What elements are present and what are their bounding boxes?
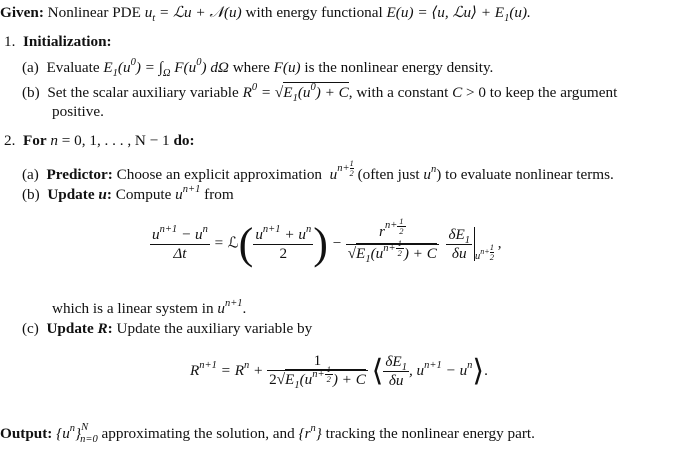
step1b-constant: C <box>452 84 463 101</box>
step2a-un: $u^n$ <box>423 164 437 183</box>
step2a-title: Predictor: <box>46 166 113 183</box>
step2a-tail2: ) to evaluate nonlinear terms. <box>436 166 614 183</box>
step1b-line: (b) Set the scalar auxiliary variable $R^0 = √E_1(u^0) + C$, with a constant C > 0 to keep the argument <box>22 82 618 104</box>
pde-equation: $u_t$ = ℒu + 𝒩(u) <box>144 3 242 24</box>
step2-range: = 0, 1, . . . , N − 1 <box>61 132 170 149</box>
step2c-colon: : <box>107 320 113 337</box>
step1-title: Initialization: <box>22 33 112 50</box>
step2a-tail: (often just <box>357 166 420 183</box>
output-set-r: $\{r^n\}$ <box>298 423 322 442</box>
step1b-tail2: to keep the argument <box>489 84 618 101</box>
step1b-tail: , with a constant <box>348 84 449 101</box>
r-update-fraction: 1 $2√E_1(u^{n+ \frac{1}{2}}$ ) + C <box>269 352 366 391</box>
step2-n: n <box>50 132 58 149</box>
step1-number: 1. <box>4 33 16 50</box>
lhs-fraction: $\frac{u^{n+1} - u^n}{\Delta t}$ <box>152 223 208 262</box>
energy-functional: E(u) = ⟨u, ℒu⟩ + $E_1(u)$. <box>386 3 531 24</box>
step2-do: do: <box>173 132 195 149</box>
step2b-line <box>22 186 234 206</box>
step2b-label: (b) <box>22 186 40 203</box>
step2b-title: Update <box>47 186 95 203</box>
step2b-from: from <box>204 186 234 203</box>
step2b-after-text: which is a linear system in <box>52 300 214 317</box>
step1b-text: Set the scalar auxiliary variable <box>47 84 239 101</box>
step1a-where: where <box>232 59 270 76</box>
step2c-title: Update <box>46 320 94 337</box>
step2-heading <box>4 132 195 150</box>
output-text-a: approximating the solution, and <box>101 425 295 442</box>
step2-number: 2. <box>4 132 16 149</box>
given-label: Given: <box>0 4 44 21</box>
step1a-formula: $E_1(u^0) = \int_\Omega$ $F(u^0)$ dΩ <box>103 57 229 79</box>
step2b-after-un1: $u^{n+1}$ <box>217 298 243 317</box>
step2-for: For <box>22 132 47 149</box>
step2c-title-var: R <box>97 320 108 337</box>
step2a-label: (a) <box>22 166 39 183</box>
step1b-cont-text: positive. <box>52 103 104 120</box>
step2c-line <box>22 320 312 338</box>
step1b-continuation <box>52 103 104 121</box>
step2b-text: Compute <box>115 186 172 203</box>
step2b-after: which is a linear system in $u^{n+1}$. <box>52 298 247 317</box>
given-text-b: with energy functional <box>241 4 387 21</box>
step1a-tail: is the nonlinear energy density. <box>304 59 494 76</box>
output-text-b: tracking the nonlinear energy part. <box>325 425 535 442</box>
step1a-text: Evaluate <box>46 59 100 76</box>
given-text-a: Nonlinear PDE <box>43 4 145 21</box>
step2b-colon: : <box>106 186 112 203</box>
step2a-line <box>22 158 614 186</box>
step2b-un1: $u^{n+1}$ <box>175 184 201 203</box>
step1b-formula: $R^0 = √E_1(u^0) + C$ <box>242 82 349 104</box>
step2c-text: Update the auxiliary variable by <box>116 320 313 337</box>
r-fraction: $r^{n+ \frac{1}{2}}$ $√E_1(u^{n+ \frac{1}{2}}$ ) + C <box>347 215 437 265</box>
step2c-label: (c) <box>22 320 39 337</box>
update-r-equation: $R^{n+1} = R^n$ + 1 $2√E_1(u^{n+ \frac{1}{2}}$ ) + C ⟨ $\frac{\delta E_1}{\delta u}$ , $u^{n+1}$ − $u^n⟩$. <box>190 352 488 391</box>
step1a-fu: F(u) <box>273 59 301 76</box>
output-set-u: $\{u^n\}^N_{n=0}$ <box>56 422 98 445</box>
step1b-label: (b) <box>22 84 40 101</box>
update-u-equation: $\frac{u^{n+1} - u^n}{\Delta t}$ = ℒ( $\frac{u^{n+1} + u^n}{2}$ ) − $r^{n+ \frac{1}{2}}$ $√E_1(u^{n+ \frac{1}{2}}$ ) + C $\frac{\delta E_1}{\delta u}$ $_{u^{n+ \frac{1}{2}}}$ , <box>152 215 502 268</box>
step1-heading <box>4 33 112 51</box>
step1a-label: (a) <box>22 59 39 76</box>
given-line <box>0 3 531 24</box>
output-label: Output: <box>0 425 53 442</box>
step2a-text: Choose an explicit approximation <box>116 166 323 183</box>
step1a-line <box>22 59 493 79</box>
output-line <box>0 422 535 445</box>
variational-derivative: $\frac{\delta E_1}{\delta u}$ <box>448 225 471 262</box>
step2a-u-half: $u^{n+ \frac{1}{2}}$ <box>329 158 354 183</box>
step2b-title-var: u <box>98 186 107 203</box>
